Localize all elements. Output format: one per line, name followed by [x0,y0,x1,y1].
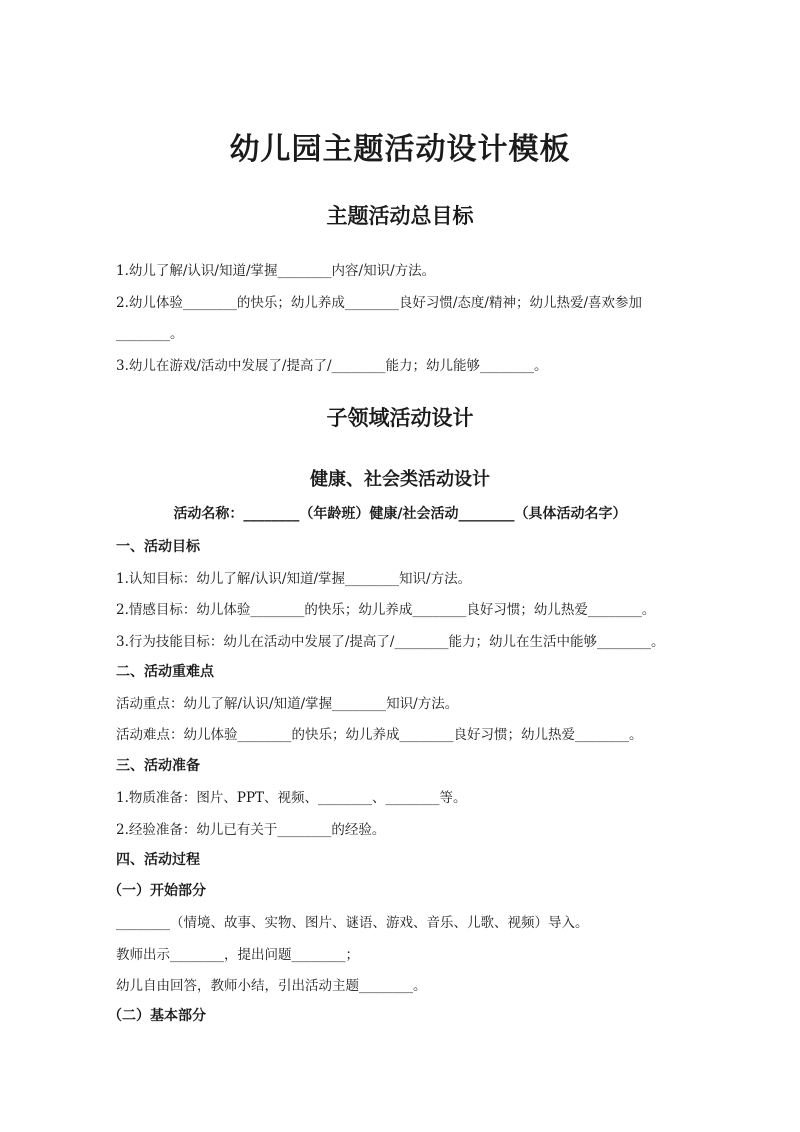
difficult-point-line: 活动难点：幼儿体验________的快乐；幼儿养成________良好习惯；幼儿热爱________。 [116,727,643,743]
activity-name-line: 活动名称：________（年龄班）健康/社会活动________（具体活动名字） [173,506,627,522]
heading-activity-preparation: 三、活动准备 [116,758,200,774]
goal-line-2: 2.幼儿体验________的快乐；幼儿养成________良好习惯/态度/精神；幼儿热爱/喜欢参加 [116,295,643,311]
goal-emotional: 2.情感目标：幼儿体验________的快乐；幼儿养成________良好习惯；幼儿热爱________。 [116,602,656,618]
subdomain-section-title: 子领域活动设计 [326,406,474,430]
health-social-subtitle: 健康、社会类活动设计 [310,469,490,490]
key-point-line: 活动重点：幼儿了解/认识/知道/掌握________知识/方法。 [116,696,459,712]
heading-opening-part: （一）开始部分 [108,883,206,899]
goal-line-2-cont: ________。 [116,326,184,342]
heading-basic-part: （二）基本部分 [108,1008,206,1024]
goals-section-title: 主题活动总目标 [326,204,474,228]
goal-line-1: 1.幼儿了解/认识/知道/掌握________内容/知识/方法。 [116,263,436,279]
heading-key-difficult-points: 二、活动重难点 [116,664,214,680]
goal-line-3: 3.幼儿在游戏/活动中发展了/提高了/________能力；幼儿能够________。 [116,358,548,374]
opening-line-3: 幼儿自由回答，教师小结，引出活动主题________。 [116,978,427,994]
document-title: 幼儿园主题活动设计模板 [229,132,571,167]
goal-behavioral: 3.行为技能目标：幼儿在活动中发展了/提高了/________能力；幼儿在生活中能够________。 [116,634,665,650]
material-preparation-line: 1.物质准备：图片、PPT、视频、________、________等。 [116,790,467,806]
goal-cognitive: 1.认知目标：幼儿了解/认识/知道/掌握________知识/方法。 [116,571,472,587]
opening-line-2: 教师出示________，提出问题________； [116,947,359,963]
heading-activity-process: 四、活动过程 [116,852,200,868]
heading-activity-goals: 一、活动目标 [116,539,200,555]
opening-line-1: ________（情境、故事、实物、图片、谜语、游戏、音乐、儿歌、视频）导入。 [116,915,589,931]
experience-preparation-line: 2.经验准备：幼儿已有关于________的经验。 [116,822,386,838]
